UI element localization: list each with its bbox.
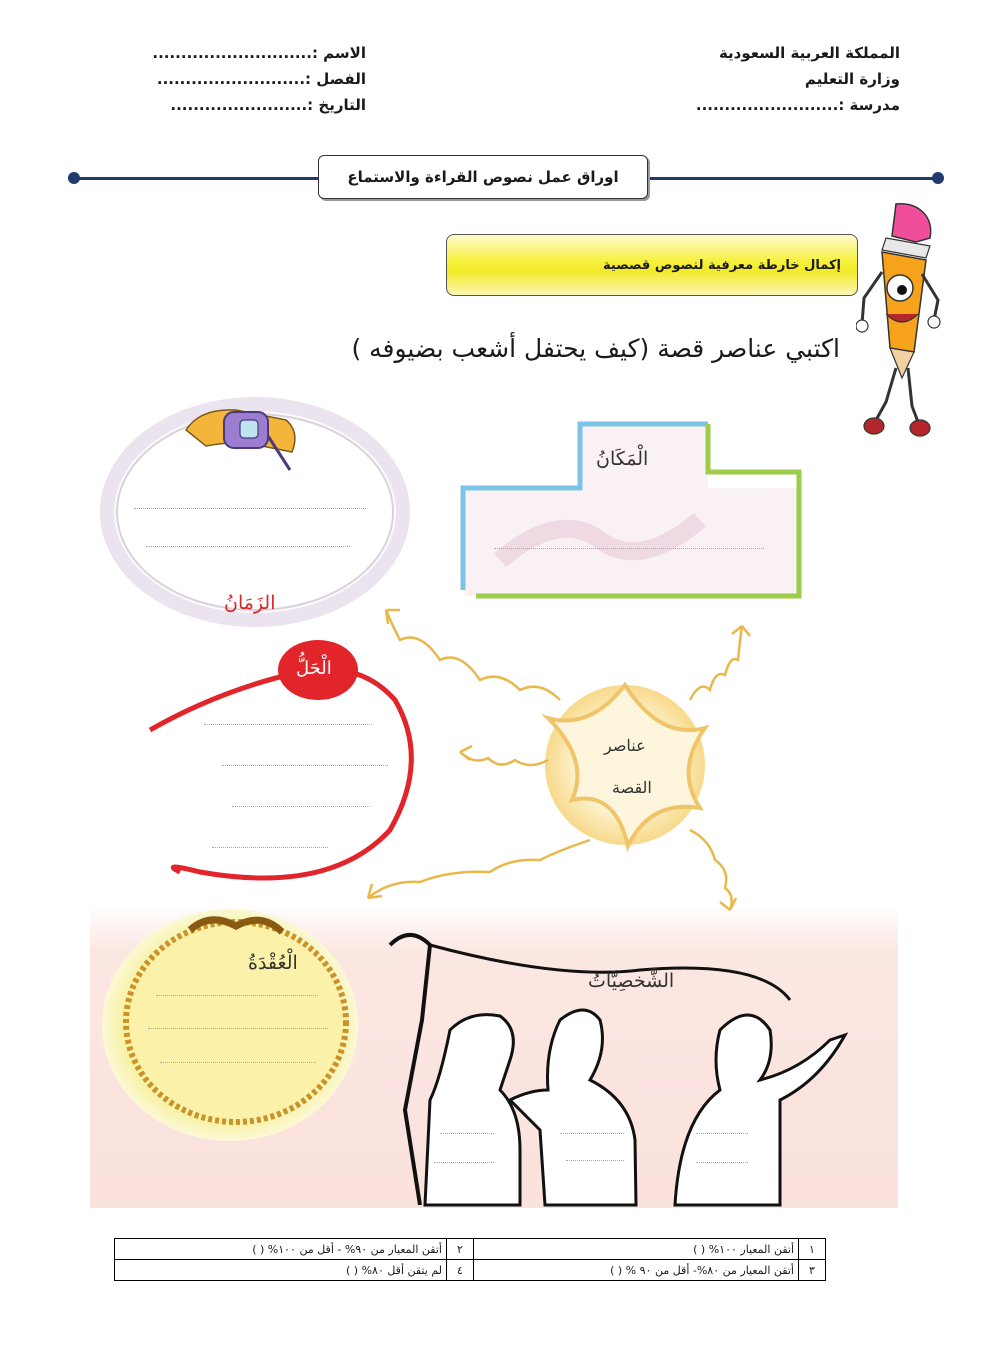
solution-writing-line[interactable] <box>204 724 372 725</box>
table-cell: ٤ <box>447 1260 474 1281</box>
instruction-text: اكتبي عناصر قصة (كيف يحتفل أشعب بضيوفه ) <box>351 334 840 363</box>
table-row <box>115 1239 826 1260</box>
characters-label: الشَّخصِيَّاتُ <box>588 970 675 992</box>
character-writing-line[interactable] <box>440 1133 494 1134</box>
swirl-star-icon <box>545 685 705 846</box>
rope-knot-icon <box>126 922 346 1122</box>
character-writing-line[interactable] <box>560 1133 624 1134</box>
solution-writing-line[interactable] <box>222 765 388 766</box>
ministry-name: وزارة التعليم <box>804 70 900 88</box>
table-cell: أتقن المعيار ١٠٠% ( ) <box>474 1239 799 1260</box>
name-field: الاسم :............................ <box>152 44 366 62</box>
table-cell: أتقن المعيار من ٩٠% - أقل من ١٠٠% ( ) <box>115 1239 447 1260</box>
time-label: الزَمَانُ <box>224 592 276 614</box>
country-name: المملكة العربية السعودية <box>718 44 900 62</box>
rule-dot-right <box>932 172 944 184</box>
solution-label: الْحَلُّ <box>296 658 332 679</box>
rule-left <box>74 177 320 180</box>
objective-banner: إكمال خارطة معرفية لنصوص قصصية <box>446 234 858 296</box>
plot-writing-line[interactable] <box>156 995 318 996</box>
character-writing-line[interactable] <box>696 1133 748 1134</box>
table-cell: أتقن المعيار من ٨٠%- أقل من ٩٠ % ( ) <box>474 1260 799 1281</box>
class-field: الفصل :.......................... <box>156 70 366 88</box>
place-writing-line[interactable] <box>494 548 764 549</box>
rule-right <box>646 177 938 180</box>
plot-writing-line[interactable] <box>160 1062 316 1063</box>
grading-table <box>114 1238 826 1281</box>
solution-writing-line[interactable] <box>232 806 370 807</box>
table-cell: ١ <box>799 1239 826 1260</box>
character-writing-line[interactable] <box>566 1160 624 1161</box>
center-label-line2: القصة <box>612 778 652 797</box>
date-field: التاريخ :........................ <box>170 96 366 114</box>
plot-writing-line[interactable] <box>148 1028 328 1029</box>
table-cell: لم يتقن أقل ٨٠% ( ) <box>115 1260 447 1281</box>
plot-label: الْعُقْدَةُ <box>248 952 298 974</box>
time-writing-line[interactable] <box>134 508 366 509</box>
table-cell: ٣ <box>799 1260 826 1281</box>
place-label: الْمَكَانُ <box>596 448 649 470</box>
table-cell: ٢ <box>447 1239 474 1260</box>
solution-writing-line[interactable] <box>212 847 328 848</box>
table-row <box>115 1260 826 1281</box>
time-writing-line[interactable] <box>146 546 350 547</box>
story-map-graphic <box>0 390 992 1220</box>
school-field: مدرسة :......................... <box>695 96 900 114</box>
character-writing-line[interactable] <box>434 1162 494 1163</box>
character-writing-line[interactable] <box>696 1162 748 1163</box>
center-label-line1: عناصر <box>604 736 646 755</box>
worksheet-title: اوراق عمل نصوص القراءة والاستماع <box>318 155 648 199</box>
